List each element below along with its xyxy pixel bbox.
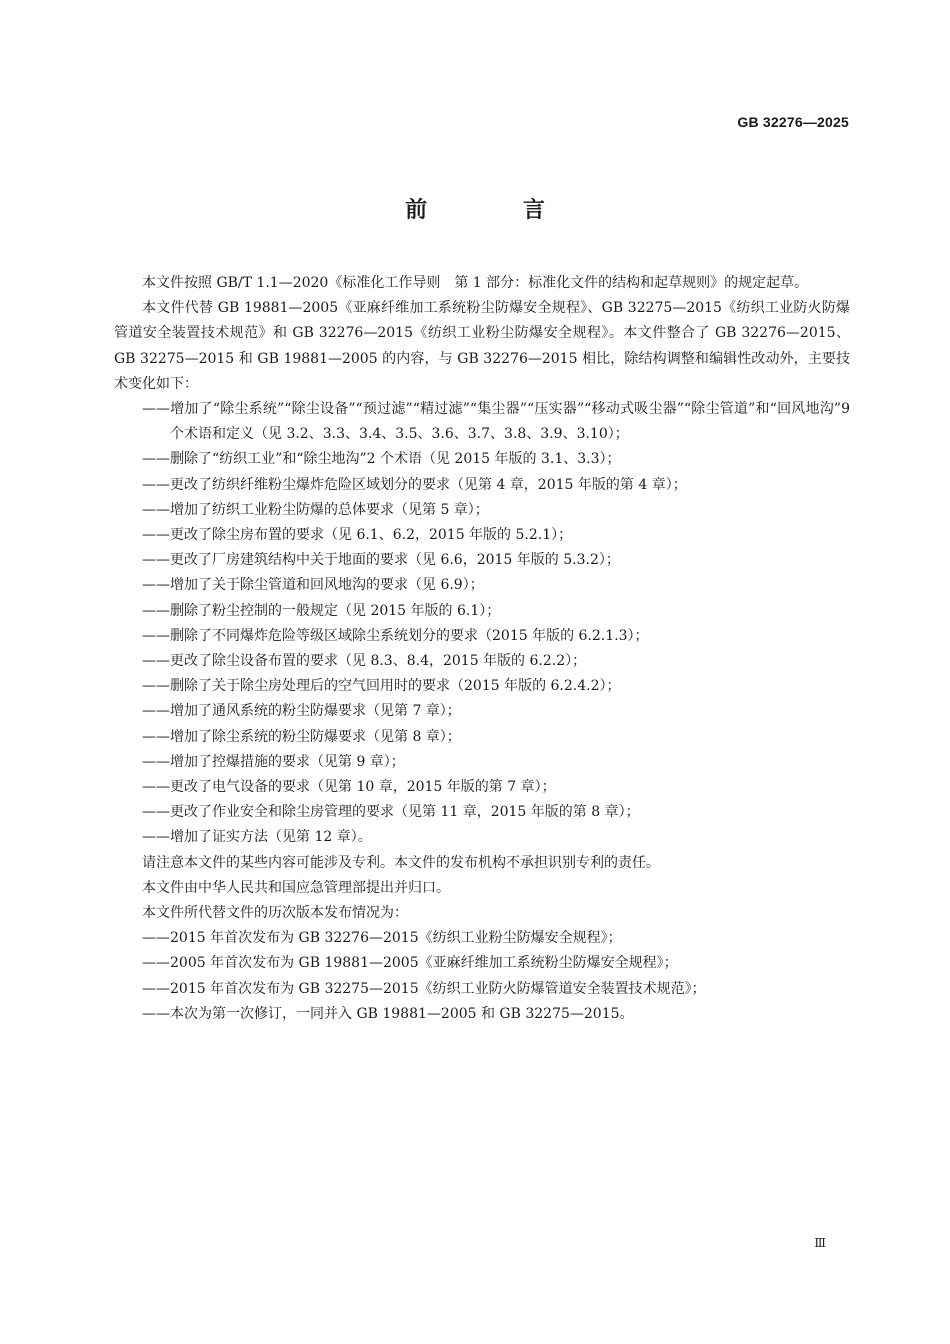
list-item: ——更改了作业安全和除尘房管理的要求（见第 11 章，2015 年版的第 8 章）； [142,804,640,821]
replacement-paragraph: 本文件代替 GB 19881—2005《亚麻纤维加工系统粉尘防爆安全规程》、GB 32275—2015《纺织工业防火防爆管道安全装置技术规范》和 GB 32276—2015《纺织工业粉尘防爆安全规程》。本文件整合了 GB 32276—2015、GB 32275—2015 和 GB 19881—2005 的内容，与 GB 32276—2015 相比，除结构调整和编辑性改动外，主要技术变化如下： [114,300,850,392]
list-item: ——2015 年首次发布为 GB 32275—2015《纺织工业防火防爆管道安全装置技术规范》； [142,980,706,997]
list-item: ——2015 年首次发布为 GB 32276—2015《纺织工业粉尘防爆安全规程》； [142,930,622,947]
list-item: ——增加了除尘系统的粉尘防爆要求（见第 8 章）； [142,728,461,745]
list-item: ——增加了证实方法（见第 12 章）。 [142,829,372,846]
list-item: ——更改了除尘设备布置的要求（见 8.3、8.4，2015 年版的 6.2.2）； [142,653,587,670]
list-item: ——增加了纺织工业粉尘防爆的总体要求（见第 5 章）； [142,501,489,518]
list-item: ——增加了关于除尘管道和回风地沟的要求（见 6.9）； [142,577,484,594]
list-item: ——删除了关于除尘房处理后的空气回用时的要求（2015 年版的 6.2.4.2）； [142,678,621,695]
technical-changes-list [114,397,850,851]
standard-number: GB 32276—2025 [737,114,849,130]
list-item: ——删除了“纺织工业”和“除尘地沟”2 个术语（见 2015 年版的 3.1、3.3）； [142,451,621,468]
page-number: Ⅲ [814,1236,826,1250]
patent-notice-paragraph: 请注意本文件的某些内容可能涉及专利。本文件的发布机构不承担识别专利的责任。 [142,854,660,871]
list-item: ——更改了电气设备的要求（见第 10 章，2015 年版的第 7 章）； [142,779,556,796]
list-item: ——更改了纺织纤维粉尘爆炸危险区域划分的要求（见第 4 章，2015 年版的第 4 章）； [142,476,687,493]
list-item: ——更改了厂房建筑结构中关于地面的要求（见 6.6，2015 年版的 5.3.2）； [142,552,620,569]
page-title: 前 言 [405,198,589,223]
list-item: ——删除了不同爆炸危险等级区域除尘系统划分的要求（2015 年版的 6.2.1.3）； [142,627,649,644]
foreword-body [114,271,850,1027]
drafting-rules-paragraph: 本文件按照 GB/T 1.1—2020《标准化工作导则 第 1 部分：标准化文件的结构和起草规则》的规定起草。 [142,275,809,291]
list-item: ——本次为第一次修订，一同并入 GB 19881—2005 和 GB 32275—2015。 [142,1005,634,1022]
version-history-list [114,926,850,1027]
list-item: ——2005 年首次发布为 GB 19881—2005《亚麻纤维加工系统粉尘防爆安全规程》； [142,955,678,972]
list-item: ——增加了“除尘系统”“除尘设备”“预过滤”“精过滤”“集尘器”“压实器”“移动式吸尘器”“除尘管道”和“回风地沟”9 个术语和定义（见 3.2、3.3、3.4、3.5、3.6、3.7、3.8、3.9、3.10）； [142,401,850,443]
list-item: ——更改了除尘房布置的要求（见 6.1、6.2，2015 年版的 5.2.1）； [142,527,573,544]
list-item: ——增加了通风系统的粉尘防爆要求（见第 7 章）； [142,703,461,720]
list-item: ——增加了控爆措施的要求（见第 9 章）； [142,753,405,770]
list-item: ——删除了粉尘控制的一般规定（见 2015 年版的 6.1）； [142,602,501,619]
history-intro-paragraph: 本文件所代替文件的历次版本发布情况为： [142,905,408,922]
proposer-paragraph: 本文件由中华人民共和国应急管理部提出并归口。 [142,879,450,896]
